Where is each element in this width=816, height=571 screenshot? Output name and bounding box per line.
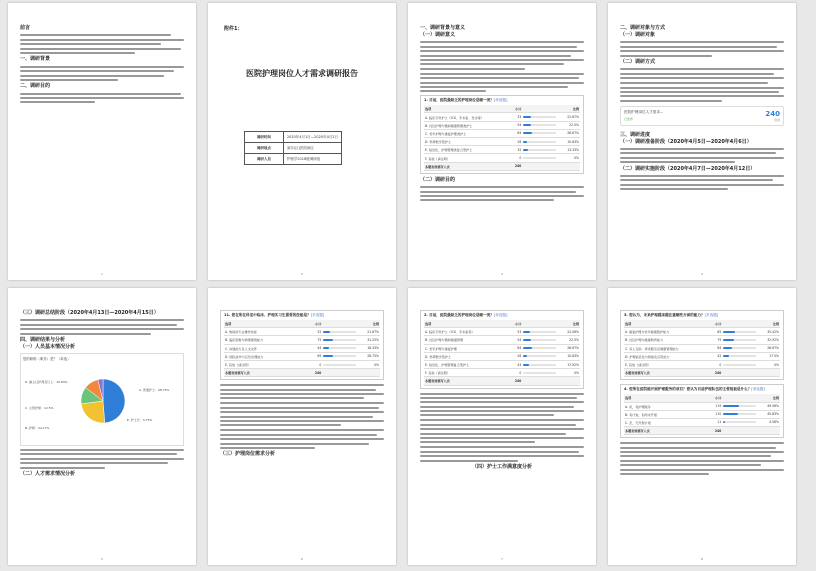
- info-value: 某市(区)医院病区: [283, 143, 341, 154]
- table-row: [424, 129, 580, 137]
- report-page-8: [608, 288, 796, 565]
- option-label: A. 康复护理与老年健康照护能力: [624, 328, 704, 336]
- table-row: [224, 352, 380, 360]
- header-bar: [722, 394, 756, 402]
- section-subheading: （一）调研对象: [620, 32, 656, 38]
- option-bar-fill: [323, 347, 329, 349]
- question-table-box: [620, 384, 784, 438]
- option-count: 52: [304, 328, 323, 336]
- table-row: [424, 138, 580, 146]
- report-page-7: [408, 288, 596, 565]
- section-heading: 四、调研结果与分析: [20, 336, 66, 343]
- header-pct: 比例: [557, 105, 580, 113]
- info-value: 2020年4月1日—2020年4月2日: [283, 132, 341, 143]
- page-number: 8: [701, 557, 703, 561]
- option-bar: [522, 344, 556, 352]
- option-count: 11: [704, 418, 723, 426]
- option-bar-fill: [723, 421, 724, 423]
- total-count: 240: [704, 427, 723, 435]
- option-count: 69: [304, 352, 323, 360]
- total-count: 240: [504, 377, 523, 385]
- table-row: [624, 352, 780, 360]
- option-pct: 0%: [357, 360, 380, 368]
- option-count: 75: [304, 336, 323, 344]
- option-count: 0: [304, 360, 323, 368]
- question-table-box: [220, 310, 384, 380]
- page-number: 1: [101, 272, 103, 276]
- option-bar: [522, 154, 556, 162]
- table-row: [424, 146, 580, 154]
- option-pct: 26.67%: [757, 344, 780, 352]
- option-bar: [722, 402, 756, 410]
- table-total-row: [624, 427, 780, 435]
- option-pct: 45.83%: [757, 410, 780, 418]
- option-pct: 10.83%: [557, 352, 580, 360]
- option-count: 110: [704, 410, 723, 418]
- report-title: 医院护理岗位人才需求调研报告: [246, 68, 358, 78]
- question-result-table: [424, 320, 580, 386]
- option-bar: [522, 336, 556, 344]
- info-row: [245, 132, 342, 143]
- option-count: 32: [504, 146, 523, 154]
- option-label: E. 信息化、护理管理类复合型护士: [424, 146, 504, 154]
- option-count: 0: [504, 369, 523, 377]
- header-count: 小计: [704, 320, 723, 328]
- option-label: A. 临床专科护士（ICU、手术室、急诊等）: [424, 113, 504, 121]
- option-bar: [522, 360, 556, 368]
- question-title: 2. 目前，医院最缺乏的护理岗位是哪一类？: [424, 313, 494, 317]
- total-label: 本题有效填写人次: [624, 427, 704, 435]
- section-heading: 一、调研背景: [20, 56, 51, 63]
- option-pct: 26.67%: [557, 344, 580, 352]
- option-bar-fill: [723, 355, 729, 357]
- option-bar: [322, 360, 356, 368]
- header-option: 选项: [224, 320, 304, 328]
- option-bar: [522, 352, 556, 360]
- option-label: E. 其他（请注明）: [624, 360, 704, 368]
- section-subheading: （四）护士工作满意度分析: [471, 463, 532, 470]
- option-bar-fill: [323, 339, 333, 341]
- option-bar: [522, 369, 556, 377]
- info-row: [245, 143, 342, 154]
- pie-label-b: B. 护师：24.17%: [25, 425, 50, 430]
- option-bar-fill: [523, 116, 530, 118]
- header-bar: [322, 320, 356, 328]
- option-pct: 49.58%: [757, 402, 780, 410]
- option-label: E. 信息化、护理管理复合型护士: [424, 360, 504, 368]
- option-bar: [522, 113, 556, 121]
- option-bar-fill: [723, 413, 738, 415]
- option-pct: 10.83%: [557, 138, 580, 146]
- option-bar: [722, 418, 756, 426]
- total-count: 240: [304, 369, 323, 377]
- table-total-row: [424, 377, 580, 385]
- section-heading: 二、调研对象与方式: [620, 25, 666, 31]
- option-count: 85: [704, 328, 723, 336]
- total-count: 240: [704, 369, 723, 377]
- option-label: A. 是，有护理服务: [624, 402, 704, 410]
- report-page-4: [608, 3, 796, 280]
- option-pct: 22.5%: [557, 121, 580, 129]
- option-label: B. 有计划，但尚未开展: [624, 410, 704, 418]
- option-pct: 22.5%: [557, 336, 580, 344]
- pie-slice: [103, 379, 125, 423]
- option-pct: 0%: [757, 360, 780, 368]
- option-bar: [722, 360, 756, 368]
- option-label: A. 熟练的专业操作技能: [224, 328, 304, 336]
- report-page-2-cover: [208, 3, 396, 280]
- option-bar: [322, 336, 356, 344]
- option-bar-fill: [523, 364, 529, 366]
- header-option: 选项: [424, 320, 504, 328]
- section-subheading: （一）调研意义: [420, 32, 456, 38]
- option-bar-fill: [523, 141, 526, 143]
- total-label: 本题有效填写人次: [624, 369, 704, 377]
- info-key: 调研时间: [245, 132, 284, 143]
- option-bar-fill: [323, 331, 330, 333]
- header-option: 选项: [624, 320, 704, 328]
- option-bar: [522, 121, 556, 129]
- report-page-3: [408, 3, 596, 280]
- option-bar: [722, 344, 756, 352]
- table-header-row: [424, 105, 580, 113]
- option-pct: 26.67%: [557, 129, 580, 137]
- question-title: 3. 您认为，未来护理越来越注重哪些方面的能力？: [624, 313, 705, 317]
- table-row: [624, 328, 780, 336]
- option-pct: 13.33%: [557, 146, 580, 154]
- option-bar: [522, 146, 556, 154]
- question-result-table: [624, 320, 780, 377]
- option-bar-fill: [723, 339, 734, 341]
- option-label: C. 沟通能力及人文关怀: [224, 344, 304, 352]
- info-value: 护理学2016级调研组: [283, 154, 341, 165]
- header-option: 选项: [624, 394, 704, 402]
- question-tag: [单选题]: [493, 313, 508, 317]
- report-page-5: [8, 288, 196, 565]
- info-key: 调研地点: [245, 143, 284, 154]
- header-count: 小计: [504, 320, 523, 328]
- option-bar-fill: [723, 405, 739, 407]
- table-row: [624, 418, 780, 426]
- option-bar-fill: [523, 339, 530, 341]
- page-number: 2: [301, 272, 303, 276]
- option-count: 26: [504, 352, 523, 360]
- option-count: 0: [704, 360, 723, 368]
- table-row: [224, 344, 380, 352]
- option-count: 33: [504, 113, 523, 121]
- option-label: B. 社区护理与慢病健康管理类护士: [424, 121, 504, 129]
- option-bar-fill: [523, 149, 527, 151]
- question-table-box: [620, 310, 784, 380]
- table-row: [224, 328, 380, 336]
- header-pct: 比例: [357, 320, 380, 328]
- option-label: B. 社区护理与慢病健康管理: [424, 336, 504, 344]
- header-bar: [522, 105, 556, 113]
- question-tag: [多选题]: [704, 313, 719, 317]
- option-count: 26: [504, 138, 523, 146]
- option-pct: 35.42%: [757, 328, 780, 336]
- page-number: 5: [101, 557, 103, 561]
- pie-label-c: C. 主管护师：12.5%: [25, 405, 54, 410]
- option-count: 42: [704, 352, 723, 360]
- attachment-label: 附件1：: [224, 26, 243, 32]
- option-count: 64: [504, 344, 523, 352]
- option-pct: 4.58%: [757, 418, 780, 426]
- section-subheading: （一）人员基本情况分析: [20, 343, 76, 350]
- table-row: [424, 113, 580, 121]
- option-pct: 32.92%: [757, 336, 780, 344]
- option-bar: [722, 352, 756, 360]
- question-table-box: [420, 95, 584, 174]
- table-total-row: [224, 369, 380, 377]
- header-count: 小计: [304, 320, 323, 328]
- total-label: 本题有效填写人次: [424, 377, 504, 385]
- table-total-row: [424, 162, 580, 170]
- table-row: [624, 336, 780, 344]
- option-bar-fill: [723, 331, 734, 333]
- option-pct: 22.08%: [557, 328, 580, 336]
- option-bar-fill: [523, 132, 532, 134]
- total-label: 本题有效填写人次: [224, 369, 304, 377]
- page-number: 6: [301, 557, 303, 561]
- option-bar: [722, 328, 756, 336]
- response-count: 240: [765, 109, 780, 118]
- option-pct: 0%: [557, 369, 580, 377]
- option-label: C. 否，无开展计划: [624, 418, 704, 426]
- option-bar: [322, 344, 356, 352]
- section-subheading: （二）调研目的: [420, 176, 456, 183]
- table-row: [624, 360, 780, 368]
- header-pct: 比例: [757, 394, 780, 402]
- option-count: 64: [704, 344, 723, 352]
- option-count: 119: [704, 402, 723, 410]
- header-bar: [522, 320, 556, 328]
- option-count: 54: [504, 336, 523, 344]
- page-number: 3: [501, 272, 503, 276]
- section-heading: 前言: [20, 25, 31, 31]
- option-label: D. 护理信息化与智能化应用能力: [624, 352, 704, 360]
- option-pct: 17.5%: [757, 352, 780, 360]
- question-tag: [多选题]: [310, 313, 325, 317]
- option-bar-fill: [723, 347, 732, 349]
- pie-chart-box: [20, 353, 184, 446]
- option-pct: 18.33%: [357, 344, 380, 352]
- survey-status: 已发布: [624, 117, 634, 122]
- question-result-table: [624, 394, 780, 435]
- section-subheading: （一）调研准备阶段（2020年4月5日—2020年4月6日）: [620, 138, 752, 145]
- option-pct: 0%: [557, 154, 580, 162]
- table-header-row: [624, 394, 780, 402]
- total-count: 240: [504, 162, 523, 170]
- option-pct: 31.25%: [357, 336, 380, 344]
- option-bar: [322, 328, 356, 336]
- info-key: 调研人员: [245, 154, 284, 165]
- option-label: D. 科研教学型护士: [424, 138, 504, 146]
- pie-chart-title: 您的职称（职务）是？（单选）: [23, 356, 71, 361]
- table-row: [424, 154, 580, 162]
- option-bar: [522, 328, 556, 336]
- question-title: 1. 目前，医院最缺乏的护理岗位是哪一类？: [424, 98, 494, 103]
- survey-name: 医院护理岗位人才需求...: [624, 110, 664, 115]
- option-bar-fill: [523, 355, 526, 357]
- option-bar-fill: [523, 331, 530, 333]
- option-label: B. 临床思维与病情观察能力: [224, 336, 304, 344]
- header-pct: 比例: [557, 320, 580, 328]
- option-count: 53: [504, 328, 523, 336]
- option-bar: [322, 352, 356, 360]
- option-label: F. 其他（请注明）: [424, 369, 504, 377]
- header-count: 小计: [704, 394, 723, 402]
- section-heading: 二、调研目的: [20, 83, 51, 90]
- option-label: D. 团队协作与应急处理能力: [224, 352, 304, 360]
- table-row: [424, 344, 580, 352]
- question-tag: [单选题]: [493, 98, 508, 103]
- option-bar: [722, 336, 756, 344]
- table-total-row: [624, 369, 780, 377]
- option-label: C. 老年护理与康复护理类护士: [424, 129, 504, 137]
- page-number: 4: [701, 272, 703, 276]
- option-bar-fill: [323, 355, 332, 357]
- info-row: [245, 154, 342, 165]
- section-heading: 三、调研进度: [620, 131, 651, 138]
- table-row: [424, 336, 580, 344]
- total-label: 本题有效填写人次: [424, 162, 504, 170]
- report-page-6: [208, 288, 396, 565]
- table-header-row: [224, 320, 380, 328]
- option-count: 0: [504, 154, 523, 162]
- page-number: 7: [501, 557, 503, 561]
- question-title: 4. 您所在医院能开展护理服务的项目？您认为目前护理队伍的主要短板是什么？: [624, 387, 752, 392]
- pie-label-a: A. 普通护士：48.75%: [139, 387, 170, 392]
- option-bar: [522, 138, 556, 146]
- option-pct: 21.67%: [357, 328, 380, 336]
- option-count: 64: [504, 129, 523, 137]
- table-row: [624, 402, 780, 410]
- table-row: [424, 328, 580, 336]
- survey-info-table: [244, 131, 342, 165]
- question-tag: [单选题]: [751, 387, 765, 392]
- question-result-table: [424, 105, 580, 171]
- survey-stats-card[interactable]: [620, 106, 784, 126]
- question-result-table: [224, 320, 380, 377]
- section-subheading: （二）调研方式: [620, 58, 656, 65]
- option-bar: [722, 410, 756, 418]
- pie-chart: [23, 361, 183, 439]
- response-count-label: 答卷: [773, 117, 780, 122]
- header-option: 选项: [424, 105, 504, 113]
- report-page-1: [8, 3, 196, 280]
- pie-label-e: E. 护士长：3.75%: [127, 417, 153, 422]
- section-subheading: （三）调研总结阶段（2020年4月13日—2020年4月15日）: [20, 310, 159, 316]
- pie-label-d: D. 副主任护师及以上：10.83%: [25, 379, 68, 384]
- table-row: [424, 360, 580, 368]
- table-row: [224, 336, 380, 344]
- table-row: [624, 410, 780, 418]
- option-label: F. 其他（请注明）: [424, 154, 504, 162]
- table-row: [424, 369, 580, 377]
- option-pct: 22.67%: [557, 113, 580, 121]
- pie-slice: [81, 401, 105, 423]
- option-bar-fill: [523, 347, 532, 349]
- section-subheading: （二）调研实施阶段（2020年4月7日—2020年4月12日）: [620, 165, 756, 172]
- option-bar: [522, 129, 556, 137]
- option-label: A. 临床专科护士（ICU、手术室等）: [424, 328, 504, 336]
- section-subheading: （二）人才需求情况分析: [20, 470, 76, 477]
- table-row: [224, 360, 380, 368]
- table-row: [424, 121, 580, 129]
- option-count: 54: [504, 121, 523, 129]
- option-label: C. 老年护理与康复护理: [424, 344, 504, 352]
- option-label: C. 双人互助、养老服务及健康管理能力: [624, 344, 704, 352]
- option-label: E. 其他（请注明）: [224, 360, 304, 368]
- header-pct: 比例: [757, 320, 780, 328]
- option-label: D. 科研教学型护士: [424, 352, 504, 360]
- header-count: 小计: [504, 105, 523, 113]
- section-heading: 一、调研背景与意义: [420, 25, 466, 31]
- table-header-row: [424, 320, 580, 328]
- option-count: 79: [704, 336, 723, 344]
- option-count: 44: [304, 344, 323, 352]
- option-label: B. 社区护理与健康教育能力: [624, 336, 704, 344]
- option-pct: 17.92%: [557, 360, 580, 368]
- table-row: [624, 344, 780, 352]
- option-bar-fill: [523, 124, 530, 126]
- header-bar: [722, 320, 756, 328]
- option-count: 43: [504, 360, 523, 368]
- section-subheading: （三）护理岗位需求分析: [220, 451, 276, 458]
- table-row: [424, 352, 580, 360]
- table-header-row: [624, 320, 780, 328]
- question-table-box: [420, 310, 584, 389]
- question-title: 11. 您在所在科室中临床、护理实习生需要的技能是？: [224, 313, 311, 317]
- option-pct: 28.75%: [357, 352, 380, 360]
